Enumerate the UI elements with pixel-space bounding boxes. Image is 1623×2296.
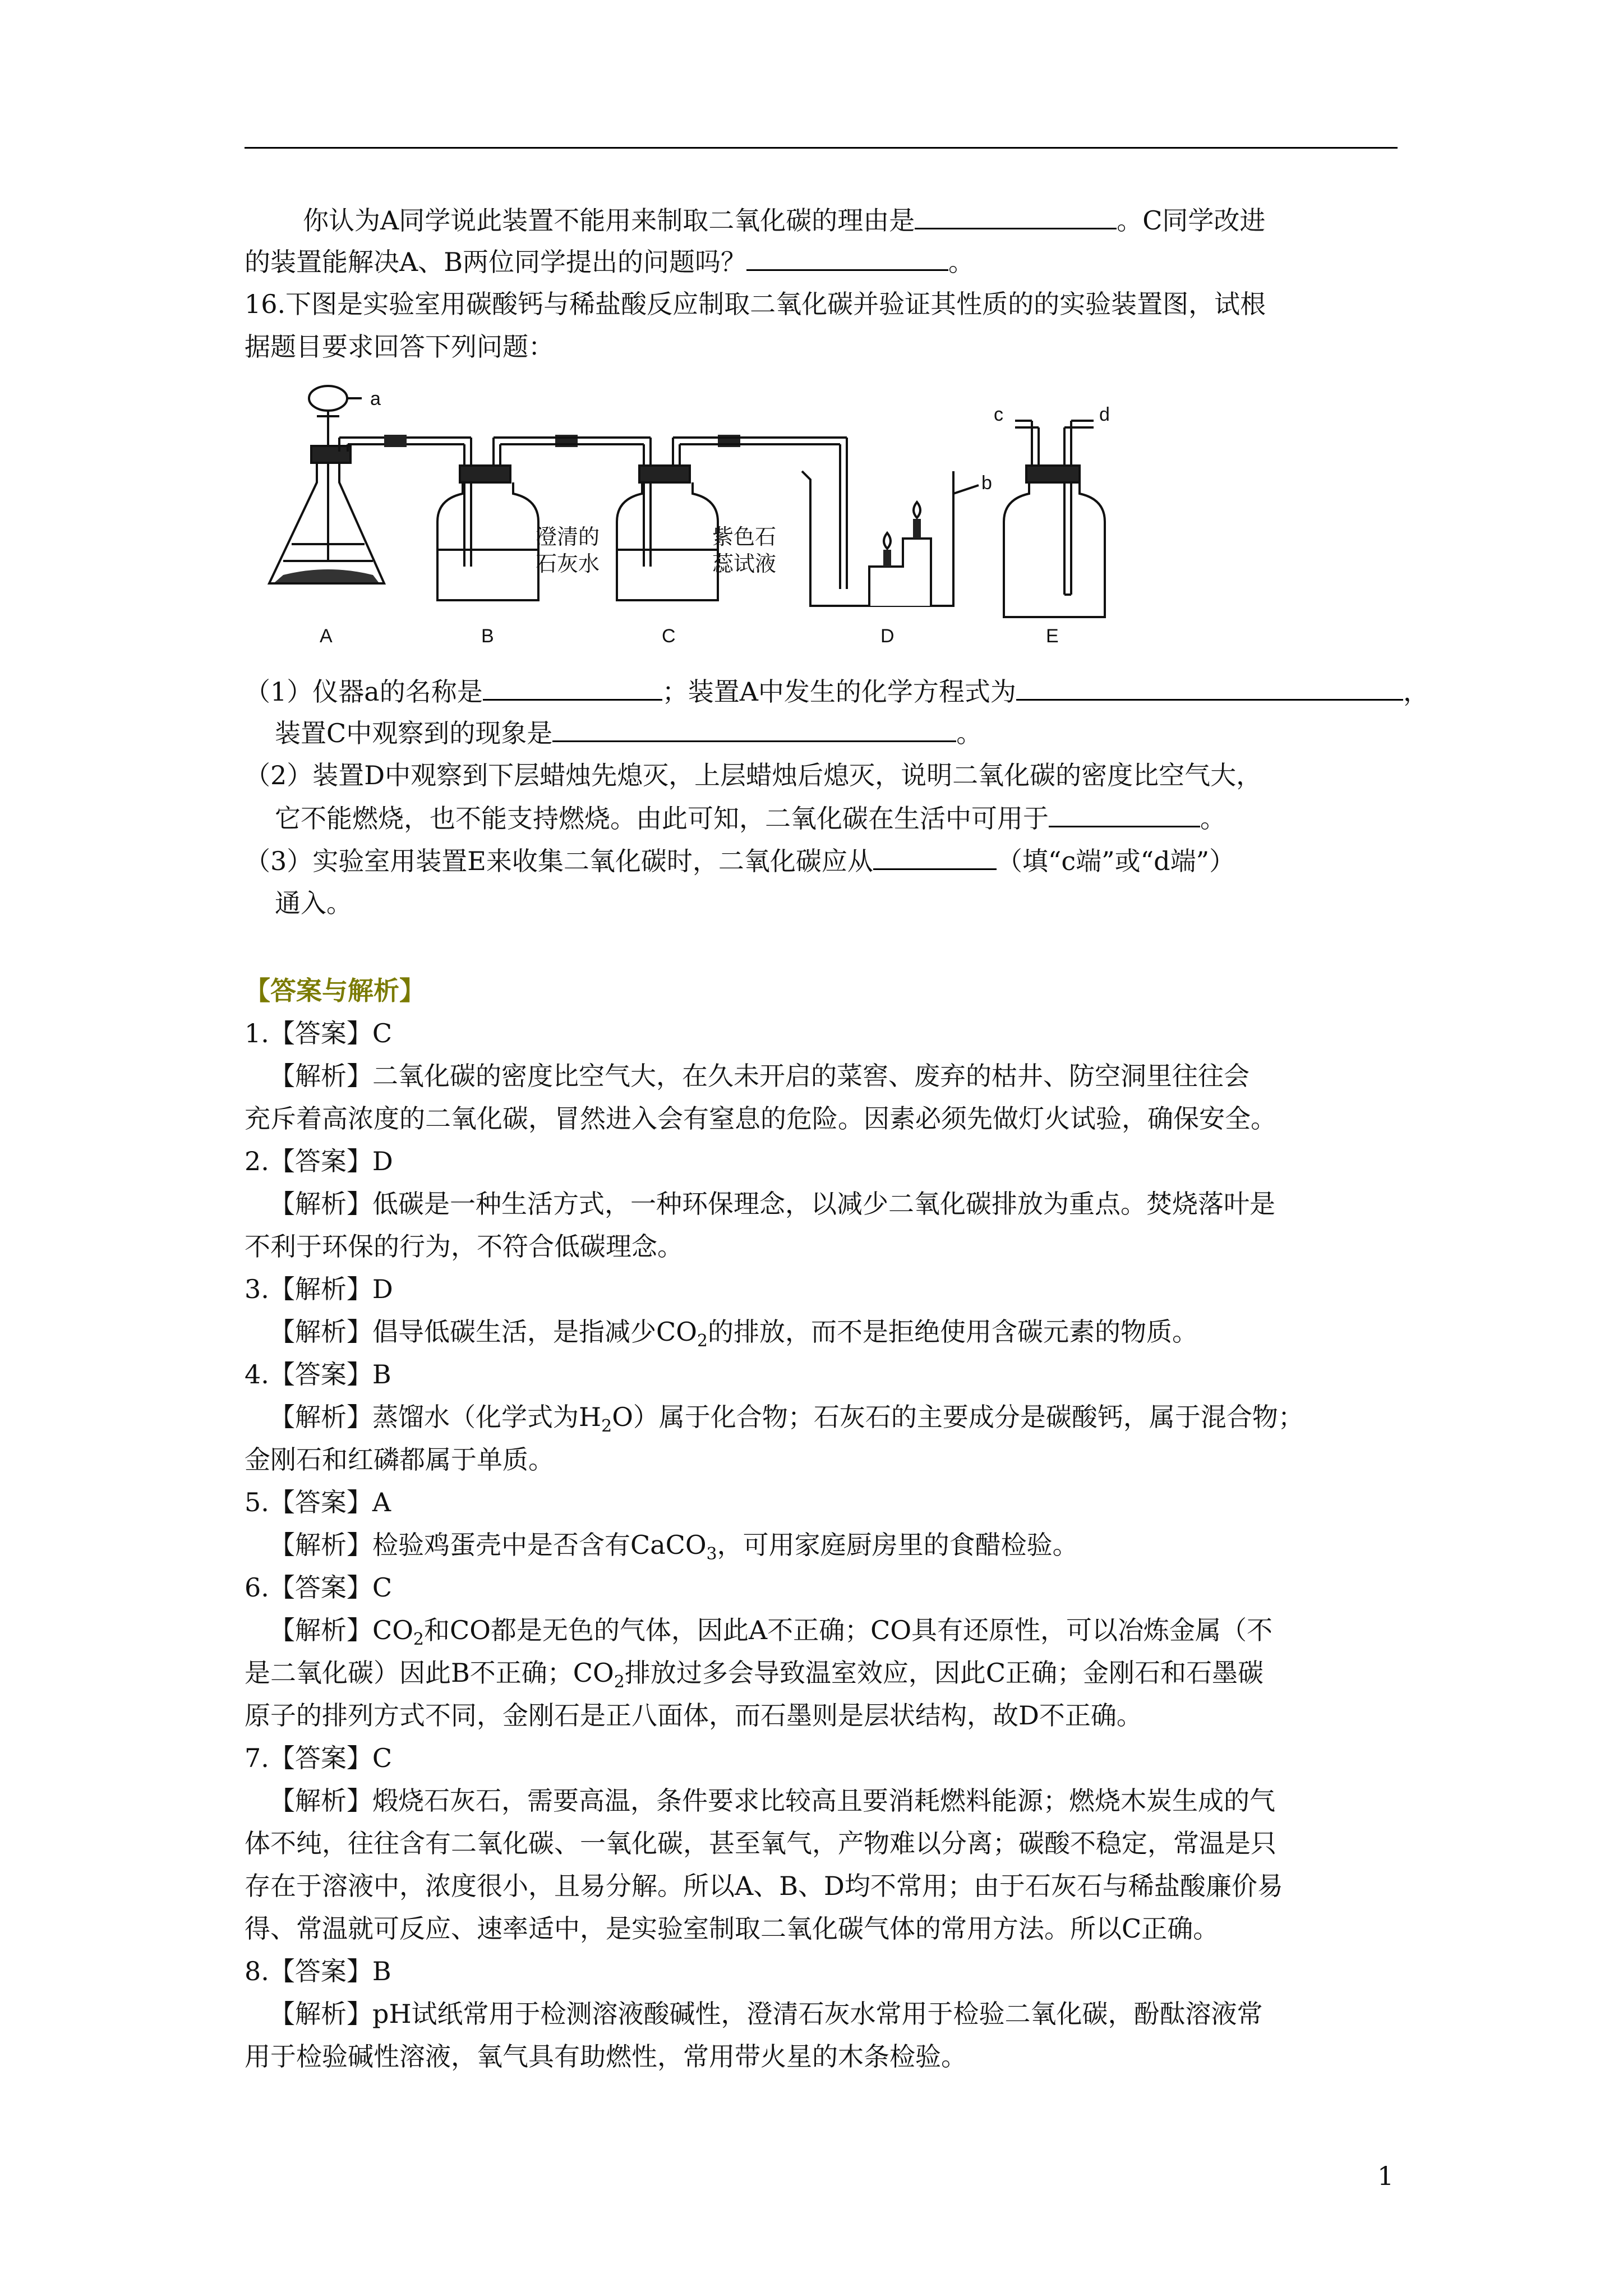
label-b: b bbox=[981, 472, 992, 494]
explanation-6-line-1 bbox=[269, 1613, 1273, 1650]
explanation-8-line-1: 【解析】pH试纸常用于检测溶液酸碱性，澄清石灰水常用于检验二氧化碳，酚酞溶液常 bbox=[269, 1999, 1263, 2029]
explanation-5 bbox=[269, 1528, 1078, 1565]
text: 和CO都是无色的气体，因此A不正确；CO具有还原性，可以冶炼金属（不 bbox=[424, 1615, 1273, 1645]
explanation-7-line-4: 得、常温就可反应、速率适中，是实验室制取二氧化碳气体的常用方法。所以C正确。 bbox=[245, 1913, 1219, 1944]
q16-sub1-line-1 bbox=[245, 674, 1429, 708]
answer-blank bbox=[483, 674, 662, 701]
apparatus-figure bbox=[258, 381, 1267, 662]
answer-blank bbox=[1016, 674, 1403, 701]
label-c: c bbox=[994, 404, 1003, 425]
answer-blank bbox=[746, 245, 948, 271]
text: 【解析】CO bbox=[269, 1615, 413, 1645]
text: 【解析】倡导低碳生活，是指减少CO bbox=[269, 1317, 697, 1347]
answer-3: 3.【解析】D bbox=[245, 1274, 393, 1304]
text: 。C同学改进 bbox=[1117, 205, 1266, 236]
text: ；装置A中发生的化学方程式为 bbox=[662, 677, 1016, 707]
bottle-b-text-2: 石灰水 bbox=[536, 553, 600, 576]
caption-a: A bbox=[320, 625, 333, 647]
answer-2: 2.【答案】D bbox=[245, 1146, 393, 1176]
text: 是二氧化碳）因此B不正确；CO bbox=[245, 1658, 614, 1688]
answer-8: 8.【答案】B bbox=[245, 1956, 391, 1986]
answers-heading: 【答案与解析】 bbox=[245, 976, 425, 1006]
apparatus-d-beaker bbox=[802, 438, 979, 606]
text: O）属于化合物；石灰石的主要成分是碳酸钙，属于混合物； bbox=[612, 1402, 1304, 1432]
text: 【解析】检验鸡蛋壳中是否含有CaCO bbox=[269, 1530, 707, 1560]
label-d: d bbox=[1099, 404, 1110, 425]
answer-blank bbox=[552, 716, 956, 742]
subscript: 2 bbox=[413, 1630, 425, 1650]
text: （1）仪器a的名称是 bbox=[245, 677, 483, 707]
text: 排放过多会导致温室效应，因此C正确；金刚石和石墨碳 bbox=[624, 1658, 1264, 1688]
subscript: 2 bbox=[614, 1672, 625, 1692]
subscript: 2 bbox=[697, 1331, 708, 1351]
explanation-7-line-2: 体不纯，往往含有二氧化碳、一氧化碳，甚至氧气，产物难以分离；碳酸不稳定，常温是只 bbox=[245, 1828, 1276, 1858]
explanation-6-line-3: 原子的排列方式不同，金刚石是正八面体，而石墨则是层状结构，故D不正确。 bbox=[245, 1700, 1142, 1731]
explanation-4-line-1 bbox=[269, 1400, 1304, 1437]
explanation-3 bbox=[269, 1315, 1198, 1349]
text: ，可用家庭厨房里的食醋检验。 bbox=[717, 1530, 1078, 1560]
apparatus-e-bottle bbox=[1004, 421, 1105, 617]
q15-line-2 bbox=[245, 245, 974, 279]
explanation-6-line-2 bbox=[245, 1656, 1264, 1690]
answer-5: 5.【答案】A bbox=[245, 1487, 391, 1517]
bottle-c-text-2: 蕊试液 bbox=[712, 553, 777, 576]
explanation-8-line-2: 用于检验碱性溶液，氧气具有助燃性，常用带火星的木条检验。 bbox=[245, 2041, 967, 2072]
caption-b: B bbox=[481, 625, 494, 647]
label-a: a bbox=[370, 388, 381, 409]
explanation-2-line-2: 不利于环保的行为，不符合低碳理念。 bbox=[245, 1231, 683, 1262]
explanation-7-line-1: 【解析】煅烧石灰石，需要高温，条件要求比较高且要消耗燃料能源；燃烧木炭生成的气 bbox=[269, 1786, 1275, 1816]
q16-stem-line-1: 16.下图是实验室用碳酸钙与稀盐酸反应制取二氧化碳并验证其性质的的实验装置图，试根 bbox=[245, 289, 1266, 319]
answer-4: 4.【答案】B bbox=[245, 1359, 391, 1389]
explanation-1-line-1: 【解析】二氧化碳的密度比空气大，在久未开启的菜窖、废弃的枯井、防空洞里往往会 bbox=[269, 1061, 1249, 1091]
text: 装置C中观察到的现象是 bbox=[275, 718, 553, 748]
caption-d: D bbox=[880, 625, 895, 647]
text: 你认为A同学说此装置不能用来制取二氧化碳的理由是 bbox=[303, 205, 915, 236]
text: 。 bbox=[956, 718, 983, 748]
answer-blank bbox=[873, 844, 997, 870]
q16-stem-line-2: 据题目要求回答下列问题： bbox=[245, 332, 554, 362]
bottle-b-text-1: 澄清的 bbox=[536, 526, 600, 549]
explanation-7-line-3: 存在于溶液中，浓度很小，且易分解。所以A、B、D均不常用；由于石灰石与稀盐酸廉价易 bbox=[245, 1871, 1283, 1901]
explanation-1-line-2: 充斥着高浓度的二氧化碳，冒然进入会有窒息的危险。因素必须先做灯火试验，确保安全。 bbox=[245, 1103, 1276, 1134]
q16-sub2-line-1: （2）装置D中观察到下层蜡烛先熄灭，上层蜡烛后熄灭，说明二氧化碳的密度比空气大， bbox=[245, 760, 1262, 790]
q15-line-1 bbox=[303, 203, 1265, 237]
answer-6: 6.【答案】C bbox=[245, 1572, 393, 1603]
apparatus-a-flask bbox=[269, 386, 471, 583]
text: （填“c端”或“d端”） bbox=[996, 846, 1235, 876]
q16-sub3-line-2: 通入。 bbox=[275, 888, 352, 918]
explanation-2-line-1: 【解析】低碳是一种生活方式，一种环保理念，以减少二氧化碳排放为重点。焚烧落叶是 bbox=[269, 1189, 1275, 1219]
answer-1: 1.【答案】C bbox=[245, 1018, 393, 1048]
answer-7: 7.【答案】C bbox=[245, 1743, 393, 1773]
text: 【解析】蒸馏水（化学式为H bbox=[269, 1402, 602, 1432]
text: （3）实验室用装置E来收集二氧化碳时，二氧化碳应从 bbox=[245, 846, 873, 876]
caption-c: C bbox=[662, 625, 676, 647]
caption-e: E bbox=[1046, 625, 1059, 647]
answer-blank bbox=[1049, 801, 1200, 827]
explanation-4-line-2: 金刚石和红磷都属于单质。 bbox=[245, 1444, 554, 1475]
text: 的装置能解决A、B两位同学提出的问题吗？ bbox=[245, 247, 747, 277]
bottle-c-text-1: 紫色石 bbox=[712, 526, 777, 549]
q16-sub3-line-1 bbox=[245, 844, 1235, 878]
q16-sub1-line-2 bbox=[275, 716, 982, 750]
subscript: 3 bbox=[706, 1544, 717, 1565]
subscript: 2 bbox=[601, 1416, 612, 1437]
q16-sub2-line-2 bbox=[275, 801, 1226, 835]
text: 的排放，而不是拒绝使用含碳元素的物质。 bbox=[708, 1317, 1198, 1347]
text: 。 bbox=[948, 247, 975, 277]
tube-connector bbox=[384, 435, 407, 447]
text: ， bbox=[1403, 677, 1429, 707]
header-rule bbox=[245, 147, 1398, 149]
text: 它不能燃烧，也不能支持燃烧。由此可知，二氧化碳在生活中可用于 bbox=[275, 803, 1049, 834]
page-number: 1 bbox=[1377, 2161, 1394, 2191]
answer-blank bbox=[915, 203, 1117, 229]
text: 。 bbox=[1200, 803, 1226, 834]
